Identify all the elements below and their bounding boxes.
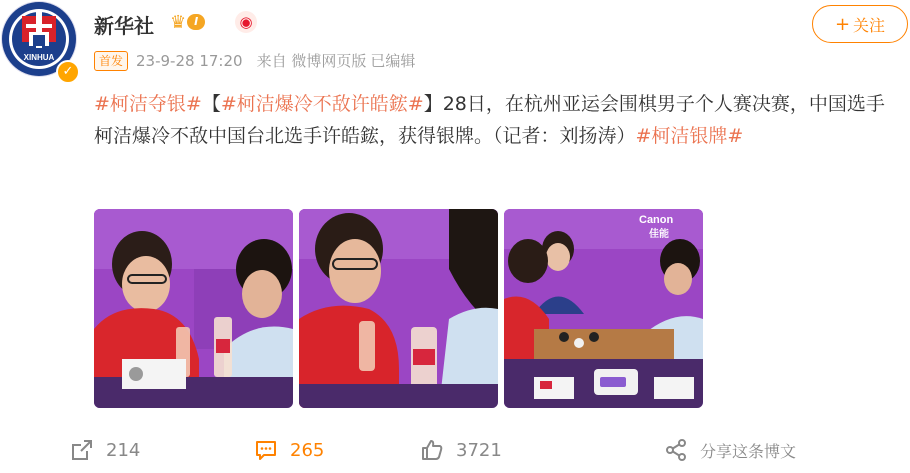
hashtag-link[interactable]: #柯洁银牌# — [635, 125, 744, 147]
post-content — [94, 88, 902, 152]
bracket-open: 【 — [201, 93, 221, 115]
post-photo-1[interactable] — [94, 209, 293, 408]
author-name[interactable]: 新华社 — [94, 14, 154, 38]
photo-grid — [94, 209, 703, 408]
action-bar — [0, 432, 910, 468]
repost-button[interactable] — [70, 432, 140, 468]
post-photo-3[interactable] — [504, 209, 703, 408]
repost-count: 214 — [106, 439, 141, 461]
share-label: 分享这条博文 — [700, 441, 797, 461]
edited-label[interactable]: 已编辑 — [370, 52, 416, 70]
post-time[interactable]: 23-9-28 17:20 — [136, 51, 243, 70]
comment-count: 265 — [290, 439, 325, 461]
photo-banner-subtext: 佳能 — [649, 229, 669, 240]
follow-label: 关注 — [853, 15, 886, 35]
first-publish-tag: 首发 — [94, 51, 128, 71]
repost-icon — [70, 438, 94, 462]
plus-icon: + — [834, 13, 851, 35]
hashtag-link[interactable]: #柯洁爆冷不敌许皓鋐# — [220, 93, 424, 115]
comment-icon — [254, 438, 278, 462]
vip-level: I — [187, 14, 205, 30]
share-icon — [664, 438, 688, 462]
verified-badge-icon: ✓ — [56, 60, 80, 84]
like-count: 3721 — [456, 439, 502, 461]
like-button[interactable] — [420, 432, 502, 468]
follow-button[interactable] — [812, 5, 908, 43]
bracket-close: 】 — [423, 93, 443, 115]
post-photo-2[interactable] — [299, 209, 498, 408]
weibo-eye-icon[interactable]: ◉ — [235, 11, 257, 33]
post-body-text: 28日，在杭州亚运会围棋男子个人赛决赛，中国选手柯洁爆冷不敌中国台北选手许皓鋐，获得银牌。（记者：刘扬涛） — [94, 93, 885, 147]
post-source: 来自 微博网页版 — [256, 52, 367, 70]
post-meta — [94, 50, 415, 71]
vip-badge[interactable] — [170, 11, 205, 33]
share-button[interactable] — [664, 432, 796, 468]
svg-text:XINHUA: XINHUA — [23, 53, 55, 62]
comment-button[interactable] — [254, 432, 324, 468]
thumbs-up-icon — [420, 438, 444, 462]
crown-icon: ♛ — [170, 11, 187, 33]
photo-banner-text: Canon — [639, 214, 674, 226]
hashtag-link[interactable]: #柯洁夺银# — [94, 93, 202, 115]
